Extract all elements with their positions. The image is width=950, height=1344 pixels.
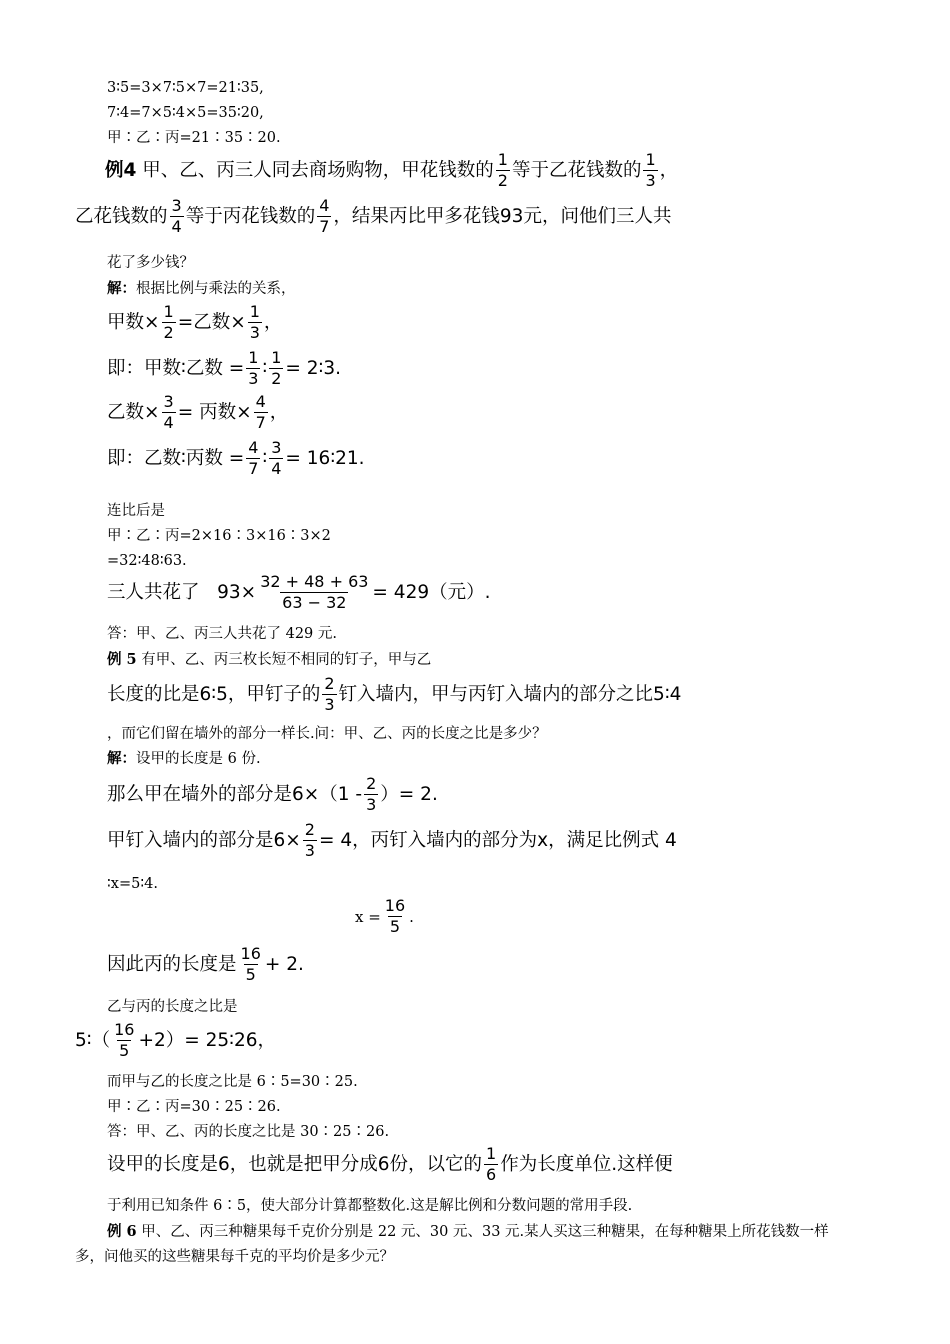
question-text: 等于丙花钱数的: [185, 205, 316, 227]
math-text: = 4，丙钉入墙内的部分为x，满足比例式 4: [318, 829, 677, 851]
math-text: ，: [263, 311, 283, 333]
math-text: = 16∶21.: [285, 447, 365, 469]
fraction: $\frac{16}{5}$: [384, 896, 406, 936]
fraction: $\frac{1}{2}$: [497, 150, 508, 190]
math-text: 甲钉入墙内的部分是6×: [107, 829, 301, 851]
fraction: $\frac{3}{4}$: [163, 392, 174, 432]
text-line: 甲∶乙∶丙=21∶35∶20.: [107, 130, 281, 146]
question-text: 等于乙花钱数的: [511, 159, 642, 181]
math-line: [107, 574, 491, 611]
math-line: [107, 946, 304, 983]
example-4-question-line-2: [75, 198, 671, 235]
fraction: $\frac{1}{3}$: [248, 348, 259, 388]
example-5-question-line-2: [107, 676, 681, 713]
example-6-label: 例 6: [107, 1223, 137, 1240]
fraction: $\frac{1}{3}$: [645, 150, 656, 190]
math-text: x =: [355, 907, 381, 926]
question-text: 钉入墙内，甲与丙钉入墙内的部分之比5∶4: [338, 683, 682, 705]
text-line: 于利用已知条件 6∶5，使大部分计算都整数化.这是解比例和分数问题的常用手段.: [107, 1198, 633, 1214]
fraction: $\frac{4}{7}$: [248, 438, 259, 478]
math-line: [107, 822, 677, 859]
text-line: 花了多少钱？: [107, 255, 194, 271]
math-text: 即：乙数∶丙数 =: [107, 447, 245, 469]
math-text: ∶: [262, 447, 268, 469]
answer-line: 答：甲、乙、丙三人共花了 429 元.: [107, 626, 338, 642]
math-text: = 丙数×: [177, 401, 252, 423]
fraction: $\frac{3}{4}$: [271, 438, 282, 478]
question-text: ，结果丙比甲多花钱93元，问他们三人共: [333, 205, 672, 227]
math-text: = 2∶3.: [285, 357, 342, 379]
fraction: $\frac{1}{6}$: [486, 1144, 497, 1184]
math-line: [355, 898, 414, 935]
fraction: $\frac{16}{5}$: [240, 944, 261, 984]
text-line: 连比后是: [107, 503, 165, 519]
question-text: 甲、乙、丙三种糖果每千克价分别是 22 元、30 元、33 元.某人买这三种糖果，在每种糖果上所花钱数一样: [141, 1224, 829, 1240]
solution-line: [107, 749, 261, 769]
math-text: ，: [269, 401, 289, 423]
math-text: 5∶（: [75, 1029, 111, 1051]
math-line: [107, 350, 341, 387]
solution-text: 设甲的长度是 6 份.: [136, 751, 261, 767]
answer-line: 答：甲、乙、丙的长度之比是 30∶25∶26.: [107, 1124, 390, 1140]
math-text: +2）= 25∶26，: [138, 1029, 277, 1051]
math-text: 甲数×: [107, 311, 160, 333]
solution-label: 解：: [107, 750, 136, 767]
math-text: 即：甲数∶乙数 =: [107, 357, 245, 379]
fraction: $\frac{2}{3}$: [324, 674, 335, 714]
punctuation: ，: [659, 159, 679, 181]
math-line: [107, 1146, 673, 1183]
example-4-label: 例4: [105, 159, 137, 181]
math-text: =乙数×: [177, 311, 246, 333]
math-text: ∶: [262, 357, 268, 379]
solution-label: 解：: [107, 280, 136, 297]
text-line: 而甲与乙的长度之比是 6∶5=30∶25.: [107, 1074, 358, 1090]
math-text: 乙数×: [107, 401, 160, 423]
math-line: [75, 1022, 276, 1059]
math-line: [107, 394, 288, 431]
fraction: $\frac{1}{2}$: [271, 348, 282, 388]
math-line: [107, 440, 365, 477]
math-text: ）= 2.: [380, 783, 438, 805]
question-text: 有甲、乙、丙三枚长短不相同的钉子，甲与乙: [141, 652, 432, 668]
text-line: ，而它们留在墙外的部分一样长.问：甲、乙、丙的长度之比是多少？: [107, 726, 547, 742]
example-4-question-line-1: [105, 152, 678, 189]
question-text: 长度的比是6∶5，甲钉子的: [107, 683, 321, 705]
text-line: 3∶5=3×7∶5×7=21∶35,: [107, 80, 264, 96]
question-text: 乙花钱数的: [75, 205, 168, 227]
fraction: $\frac{2}{3}$: [304, 820, 315, 860]
fraction: $\frac{32 + 48 + 63}{63 - 32}$: [260, 572, 369, 612]
math-text: .: [409, 907, 414, 926]
solution-text: 根据比例与乘法的关系，: [136, 281, 296, 297]
text-line: ∶x=5∶4.: [107, 876, 158, 892]
text-line: 甲∶乙∶丙=30∶25∶26.: [107, 1099, 281, 1115]
fraction: $\frac{1}{3}$: [249, 302, 260, 342]
math-line: [107, 776, 438, 813]
text-line: =32∶48∶63.: [107, 553, 187, 569]
fraction: $\frac{1}{2}$: [163, 302, 174, 342]
math-text: 三人共花了 93×: [107, 581, 257, 603]
fraction: $\frac{4}{7}$: [319, 196, 330, 236]
math-line: [107, 304, 282, 341]
math-text: = 429（元）.: [372, 581, 491, 603]
fraction: $\frac{3}{4}$: [171, 196, 182, 236]
math-text: 因此丙的长度是: [107, 953, 237, 975]
text-line: 7∶4=7×5∶4×5=35∶20,: [107, 105, 264, 121]
math-text: 设甲的长度是6，也就是把甲分成6份，以它的: [107, 1153, 483, 1175]
math-text: + 2.: [264, 953, 304, 975]
text-line: 甲∶乙∶丙=2×16∶3×16∶3×2: [107, 528, 331, 544]
text-line: 乙与丙的长度之比是: [107, 999, 238, 1015]
question-text: 甲、乙、丙三人同去商场购物，甲花钱数的: [142, 159, 494, 181]
example-6-question-line-1: [107, 1222, 829, 1242]
fraction: $\frac{2}{3}$: [366, 774, 377, 814]
fraction: $\frac{16}{5}$: [114, 1020, 135, 1060]
fraction: $\frac{4}{7}$: [255, 392, 266, 432]
text-line: 多，问他买的这些糖果每千克的平均价是多少元？: [75, 1249, 394, 1265]
solution-line: [107, 279, 296, 299]
example-5-label: 例 5: [107, 651, 137, 668]
math-text: 作为长度单位.这样便: [500, 1153, 673, 1175]
math-text: 那么甲在墙外的部分是6×（1 -: [107, 783, 363, 805]
example-5-question-line-1: [107, 650, 431, 670]
